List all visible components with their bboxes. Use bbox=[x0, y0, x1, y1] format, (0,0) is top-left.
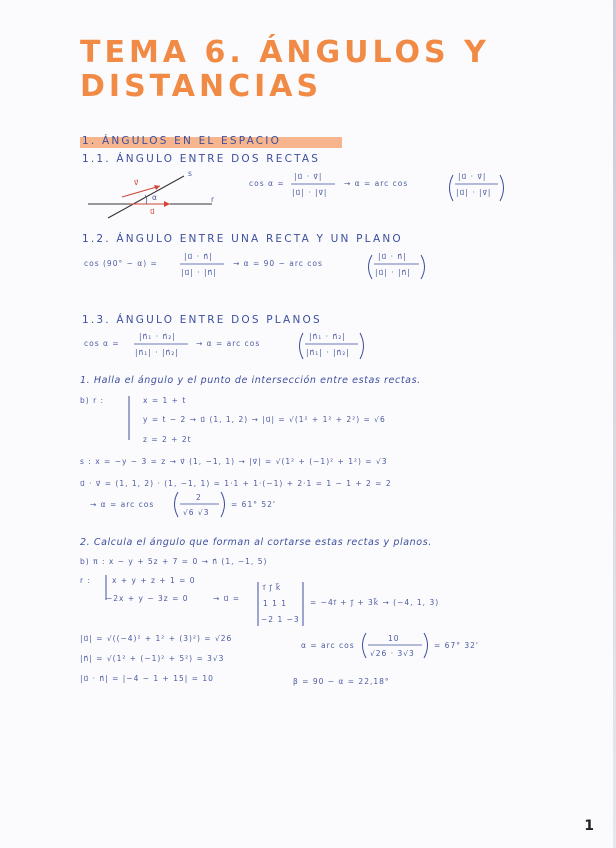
vector-u-arrow bbox=[164, 201, 170, 207]
exercise-2-u-eq: → u⃗ = bbox=[213, 594, 241, 603]
exercise-1-result-value: = 61° 52' bbox=[231, 500, 276, 509]
title-line-1: TEMA 6. ÁNGULOS Y bbox=[80, 35, 490, 70]
section-heading-1-1: 1.1. ÁNGULO ENTRE DOS RECTAS bbox=[82, 153, 321, 165]
exercise-2-r-label: r : bbox=[80, 576, 91, 585]
f13-num: |n⃗₁ · n⃗₂| bbox=[139, 332, 176, 341]
exercise-1-statement: 1. Halla el ángulo y el punto de intersección entre estas rectas. bbox=[80, 375, 421, 386]
alpha-prefix: α = arc cos bbox=[301, 641, 355, 650]
paren-left-3 bbox=[300, 333, 304, 359]
exercise-2-sys2: −2x + y − 3z = 0 bbox=[106, 594, 189, 603]
dot-un: |u⃗ · n⃗| = |−4 − 1 + 15| = 10 bbox=[80, 674, 214, 683]
paren-left-2 bbox=[369, 255, 373, 279]
exercise-1-result-den: √6 √3 bbox=[183, 508, 210, 517]
f12-den-b: |u⃗| · |n⃗| bbox=[375, 268, 411, 277]
exercise-1-dot: u⃗ · v⃗ = (1, 1, 2) · (1, −1, 1) = 1·1 + 1·(−1) + 2·1 = 1 − 1 + 2 = 2 bbox=[80, 479, 392, 488]
label-u: u⃗ bbox=[150, 207, 156, 216]
alpha-num: 10 bbox=[388, 634, 400, 643]
f11-num-b: |u⃗ · v⃗| bbox=[458, 172, 487, 181]
det-result: = −4i⃗ + j⃗ + 3k⃗ → (−4, 1, 3) bbox=[310, 598, 440, 607]
paren-left-4 bbox=[175, 492, 179, 517]
f11-den-b: |u⃗| · |v⃗| bbox=[456, 188, 492, 197]
mod-u: |u⃗| = √((−4)² + 1² + (3)²) = √26 bbox=[80, 634, 233, 643]
alpha-den: √26 · 3√3 bbox=[370, 649, 415, 658]
exercise-1-result-prefix: → α = arc cos bbox=[90, 500, 155, 509]
exercise-1-b-label: b) r : bbox=[80, 396, 105, 405]
label-alpha: α bbox=[152, 193, 158, 202]
f11-left: cos α = bbox=[249, 179, 285, 188]
exercise-2-b-line: b) π : x − y + 5z + 7 = 0 → n⃗ (1, −1, 5) bbox=[80, 557, 268, 566]
section-heading-1: 1. ÁNGULOS EN EL ESPACIO bbox=[82, 135, 282, 147]
f11-mid: → α = arc cos bbox=[344, 179, 409, 188]
alpha-value: = 67° 32' bbox=[434, 641, 479, 650]
f13-left: cos α = bbox=[84, 339, 120, 348]
exercise-1-result-num: 2 bbox=[196, 493, 202, 502]
label-v: v⃗ bbox=[134, 178, 140, 187]
exercise-2-sys1: x + y + z + 1 = 0 bbox=[112, 576, 196, 585]
det-row-3: −2 1 −3 bbox=[261, 615, 300, 624]
f12-mid: → α = 90 − arc cos bbox=[233, 259, 323, 268]
paren-right-2 bbox=[421, 255, 425, 279]
section-heading-1-2: 1.2. ÁNGULO ENTRE UNA RECTA Y UN PLANO bbox=[82, 233, 403, 245]
f12-num: |u⃗ · n⃗| bbox=[184, 252, 213, 261]
paren-left-5 bbox=[363, 633, 367, 658]
section-heading-1-3: 1.3. ÁNGULO ENTRE DOS PLANOS bbox=[82, 314, 322, 326]
f13-den-b: |n⃗₁| · |n⃗₂| bbox=[306, 348, 350, 357]
f11-den: |u⃗| · |v⃗| bbox=[292, 188, 328, 197]
page-number: 1 bbox=[584, 818, 594, 834]
exercise-1-r2: y = t − 2 → u⃗ (1, 1, 2) → |u⃗| = √(1² + 1² + 2²) = √6 bbox=[143, 415, 386, 424]
mod-n: |n⃗| = √(1² + (−1)² + 5²) = 3√3 bbox=[80, 654, 225, 663]
beta: β = 90 − α = 22,18° bbox=[293, 677, 390, 686]
label-s: s bbox=[188, 169, 193, 178]
paren-right-4 bbox=[221, 492, 225, 517]
exercise-1-r3: z = 2 + 2t bbox=[143, 435, 192, 444]
paren-right-5 bbox=[424, 633, 428, 658]
f13-mid: → α = arc cos bbox=[196, 339, 261, 348]
f13-num-b: |n⃗₁ · n⃗₂| bbox=[309, 332, 346, 341]
f12-left: cos (90° − α) = bbox=[84, 259, 158, 268]
f11-num: |u⃗ · v⃗| bbox=[294, 172, 323, 181]
label-r: r bbox=[211, 195, 216, 204]
exercise-1-s-line: s : x = −y − 3 = z → v⃗ (1, −1, 1) → |v⃗| = √(1² + (−1)² + 1²) = √3 bbox=[80, 457, 388, 466]
title-line-2: DISTANCIAS bbox=[80, 69, 323, 104]
paren-right-1 bbox=[500, 175, 504, 201]
exercise-1-r1: x = 1 + t bbox=[143, 396, 187, 405]
f12-den: |u⃗| · |n⃗| bbox=[181, 268, 217, 277]
det-row-1: i⃗ j⃗ k⃗ bbox=[263, 583, 282, 592]
f13-den: |n⃗₁| · |n⃗₂| bbox=[135, 348, 179, 357]
exercise-2-statement: 2. Calcula el ángulo que forman al cortarse estas rectas y planos. bbox=[80, 537, 432, 548]
det-row-2: 1 1 1 bbox=[263, 599, 288, 608]
f12-num-b: |u⃗ · n⃗| bbox=[378, 252, 407, 261]
paren-left-1 bbox=[450, 175, 454, 201]
paren-right-3 bbox=[360, 333, 364, 359]
